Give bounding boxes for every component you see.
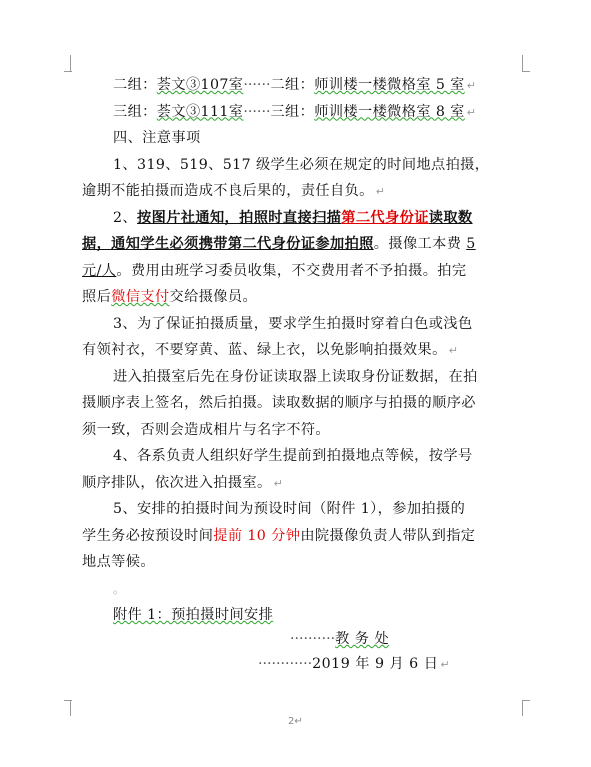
item2-line3	[82, 258, 522, 285]
paragraph-mark-icon: ↵	[440, 658, 451, 671]
leader-dots: ··········	[290, 631, 336, 647]
section-title: 四、注意事项	[113, 130, 201, 146]
attachment-text: 附件 1：预拍摄时间安排	[113, 607, 274, 623]
item3b-line2: 摄顺序表上签名，然后拍摄。读取数据的顺序与拍摄的顺序必	[82, 395, 476, 411]
signature-office-line	[290, 628, 389, 648]
item2-price-unit: 元/人	[82, 262, 117, 279]
item5-red: 提前 10 分钟	[213, 527, 301, 544]
item2-text: 照后	[82, 289, 112, 305]
leader-dots: ············	[258, 656, 313, 672]
item5-line3: 地点等候。	[82, 554, 155, 570]
item2-bold: 按图片社通知，拍照时直接扫描	[137, 209, 342, 226]
item4-text: 顺序排队，依次进入拍摄室。	[82, 474, 272, 491]
item5-text: 学生务必按预设时间	[82, 527, 214, 544]
item2-price: 5	[466, 236, 476, 252]
leader-dots: ······	[243, 77, 271, 93]
item4-line1: 4、各系负责人组织好学生提前到拍摄地点等候，按学号	[113, 448, 473, 464]
item2-text: 交给摄像员。	[169, 289, 258, 305]
item2-prefix: 2、	[113, 209, 138, 226]
item5-line1: 5、安排的拍摄时间为预设时间（附件 1），参加拍摄的	[113, 501, 466, 517]
item4-line2	[82, 470, 522, 497]
item1-text: 逾期不能拍摄而造成不良后果的，责任自负。	[82, 183, 374, 199]
group-label: 三组：	[270, 103, 315, 120]
group-label: 二组：	[113, 77, 157, 93]
crop-mark-bottom-left	[64, 700, 72, 701]
item2-line2	[82, 231, 522, 258]
page-number	[288, 716, 303, 727]
item1-line2	[82, 178, 522, 205]
room-line-group3	[82, 99, 522, 126]
group-label: 三组：	[113, 103, 157, 120]
item2-bold: 据，通知学生必须携带第二代身份证参加拍照	[82, 236, 374, 252]
group-label: 二组：	[270, 77, 315, 93]
item2-red: 第二代身份证	[341, 209, 429, 226]
leader-dots: ······	[243, 103, 271, 120]
item2-bold: 读取数	[428, 209, 473, 226]
item3b-line1: 进入拍摄室后先在身份证读取器上读取身份证数据，在拍	[113, 368, 478, 385]
crop-mark-bottom-right	[522, 700, 523, 716]
room-line-group2	[82, 72, 522, 99]
page-number-value: 2	[288, 716, 295, 727]
crop-mark-top-left	[70, 55, 71, 71]
paragraph-mark-icon: ↵	[466, 79, 477, 92]
item2-red: 微信支付	[111, 289, 170, 305]
item2-text: 。费用由班学习委员收集，不交费用者不予拍摄。拍完	[116, 262, 467, 279]
signature-date-line	[258, 653, 450, 673]
group-place: 荟文③107室	[156, 77, 244, 93]
item3-line1: 3、为了保证拍摄质量，要求学生拍摄时穿着白色或浅色	[113, 315, 473, 332]
item1-line1: 1、319、519、517 级学生必须在规定的时间地点拍摄，	[113, 156, 490, 173]
attachment-line	[82, 602, 522, 629]
item3-text: 有领衬衣，不要穿黄、蓝、绿上衣，以免影响拍摄效果。	[82, 342, 447, 358]
item2-text: 。摄像工本费	[373, 236, 467, 252]
paragraph-mark-icon: ↵	[375, 185, 386, 198]
item2-line1	[82, 205, 522, 232]
item3-line2	[82, 337, 522, 364]
paragraph-mark-icon: ↵	[273, 476, 284, 490]
item5-line2	[82, 523, 522, 550]
paragraph-mark-icon: ↵	[448, 344, 459, 357]
item3b-line3: 须一致，否则会造成相片与名字不符。	[82, 421, 330, 438]
crop-mark-top-right	[522, 55, 523, 71]
paragraph-mark-icon: ↵	[294, 716, 303, 727]
item5-text: 由院摄像负责人带队到指定	[300, 527, 476, 544]
crop-mark-bottom-left	[70, 700, 71, 716]
crop-mark-bottom-right	[522, 700, 530, 701]
empty-paragraph-mark: 。	[113, 581, 126, 596]
paragraph-mark-icon: ↵	[466, 105, 477, 119]
crop-mark-top-right	[522, 71, 530, 72]
group-place: 荟文③111室	[156, 103, 244, 120]
signature-date: 2019 年 9 月 6 日	[312, 656, 439, 672]
group-target: 师训楼一楼微格室 8 室	[314, 103, 465, 120]
crop-mark-top-left	[64, 71, 72, 72]
signature-office: 教 务 处	[335, 631, 390, 647]
group-target: 师训楼一楼微格室 5 室	[314, 77, 465, 93]
document-body[interactable]	[82, 72, 522, 629]
item2-line4	[82, 284, 522, 311]
